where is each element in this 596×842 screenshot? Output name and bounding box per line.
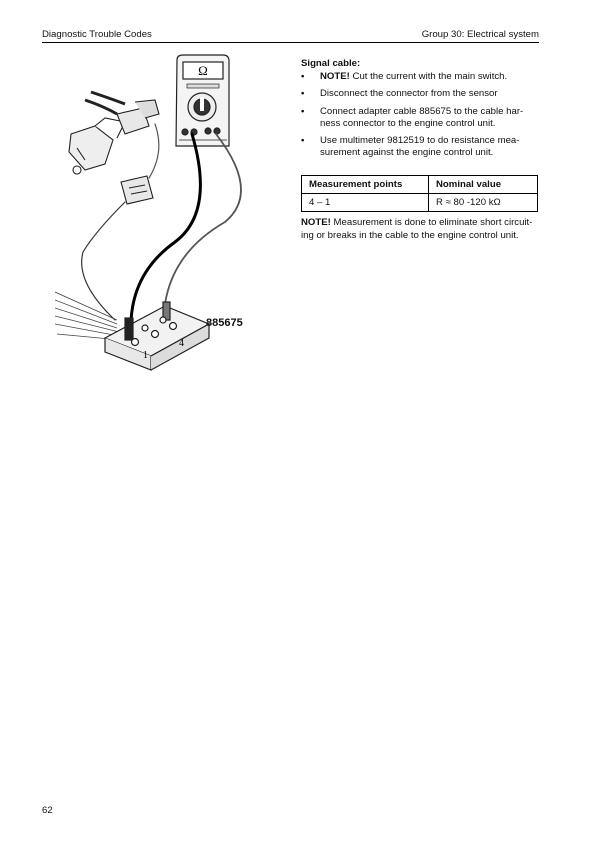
measurement-table (301, 175, 538, 212)
column-header: Nominal value (429, 176, 538, 194)
bullet-text: Use multimeter 9812519 to do resistance mea-surement against the engine control unit. (320, 135, 520, 159)
note-text: Measurement is done to eliminate short circuit-ing or breaks in the cable to the engine control unit. (301, 217, 533, 241)
bullet-item (301, 88, 539, 100)
pin-label-4: 4 (179, 338, 184, 349)
table-cell: 4 – 1 (302, 194, 429, 212)
adapter-plug (121, 176, 153, 204)
figure-part-number: 885675 (206, 317, 243, 329)
bullet-item (301, 71, 539, 83)
note-paragraph (301, 217, 539, 241)
bullet-item (301, 106, 539, 130)
ohm-symbol: Ω (198, 63, 208, 78)
pin-label-1: 1 (143, 350, 148, 361)
column-header: Measurement points (302, 176, 429, 194)
bullet-text: Cut the current with the main switch. (349, 71, 508, 83)
bullet-list (301, 71, 539, 159)
bullet-item (301, 135, 539, 159)
header-rule (42, 42, 539, 43)
table-cell: R ≈ 80 -120 kΩ (429, 194, 538, 212)
page-number: 62 (42, 805, 53, 816)
note-bold: NOTE! (301, 217, 331, 229)
sensor (69, 118, 125, 174)
bullet-dot: • (301, 71, 305, 83)
bullet-dot: • (301, 135, 305, 147)
instruction-block (301, 58, 539, 242)
table-header-row (302, 176, 538, 194)
section-title: Signal cable: (301, 58, 361, 69)
bullet-text: Disconnect the connector from the sensor (320, 88, 498, 100)
adapter-box (105, 302, 209, 370)
bullet-dot: • (301, 105, 305, 117)
bullet-text: Connect adapter cable 885675 to the cable har-ness connector to the engine control unit. (320, 105, 524, 129)
header-right: Group 30: Electrical system (421, 29, 539, 40)
header-left: Diagnostic Trouble Codes (42, 29, 152, 40)
bullet-dot: • (301, 88, 305, 100)
table-row (302, 194, 538, 212)
bullet-bold: NOTE! (320, 71, 350, 83)
